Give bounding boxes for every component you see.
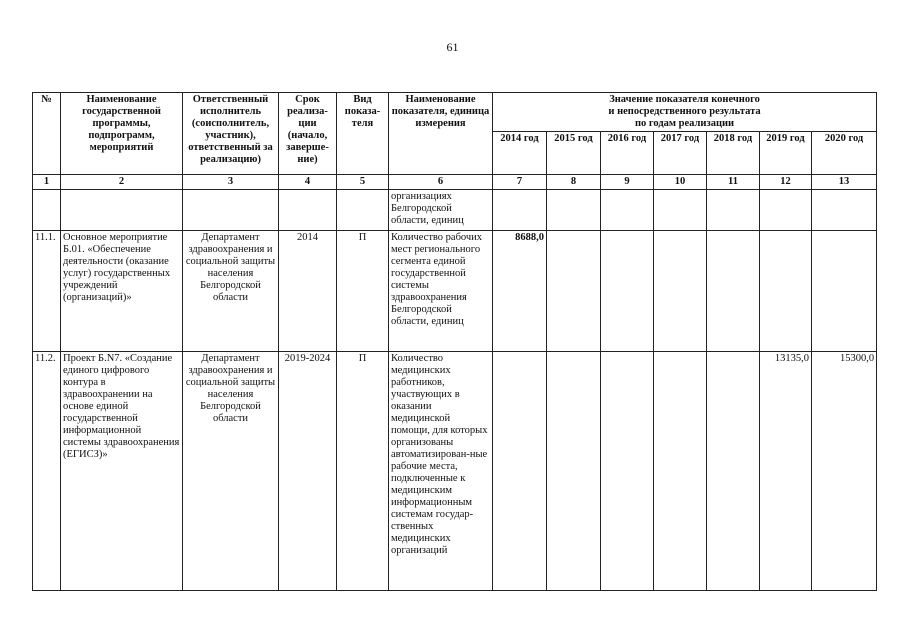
row-value (812, 190, 877, 231)
column-number: 7 (493, 175, 547, 190)
column-number: 9 (601, 175, 654, 190)
row-term (279, 190, 337, 231)
page-number: 61 (446, 40, 459, 54)
header-year: 2019 год (760, 132, 812, 175)
row-value (547, 190, 601, 231)
row-value: 15300,0 (812, 352, 877, 591)
row-value (654, 231, 707, 352)
header-year: 2020 год (812, 132, 877, 175)
header-row (33, 93, 877, 132)
row-value: 13135,0 (760, 352, 812, 591)
row-value (707, 352, 760, 591)
row-type (337, 190, 389, 231)
column-number: 12 (760, 175, 812, 190)
column-number: 2 (61, 175, 183, 190)
column-number: 13 (812, 175, 877, 190)
header-type: Вид показа-теля (337, 93, 389, 175)
header-term: Срок реализа-ции (начало, заверше-ние) (279, 93, 337, 175)
header-year: 2016 год (601, 132, 654, 175)
row-value (547, 352, 601, 591)
row-no: 11.1. (33, 231, 61, 352)
header-year: 2018 год (707, 132, 760, 175)
row-value (654, 352, 707, 591)
row-no (33, 190, 61, 231)
row-value (707, 231, 760, 352)
row-value (601, 231, 654, 352)
row-program: Основное мероприятие Б.01. «Обеспечение деятельности (оказание услуг) государственных учреждений (организаций)» (61, 231, 183, 352)
row-value (547, 231, 601, 352)
row-executor: Департамент здравоохранения и социальной защиты населения Белгородской области (183, 231, 279, 352)
row-term: 2014 (279, 231, 337, 352)
row-executor (183, 190, 279, 231)
row-indicator: организациях Белгородской области, единиц (389, 190, 493, 231)
row-value (654, 190, 707, 231)
header-executor: Ответственный исполнитель (соисполнитель, участник), ответственный за реализацию) (183, 93, 279, 175)
column-number: 11 (707, 175, 760, 190)
table-row (33, 231, 877, 352)
row-value (601, 352, 654, 591)
column-number: 6 (389, 175, 493, 190)
column-number: 1 (33, 175, 61, 190)
row-indicator: Количество рабочих мест регионального сегмента единой государственной системы здравоохранения Белгородской области, единиц (389, 231, 493, 352)
row-executor: Департамент здравоохранения и социальной защиты населения Белгородской области (183, 352, 279, 591)
column-number: 8 (547, 175, 601, 190)
row-value (812, 231, 877, 352)
row-value (601, 190, 654, 231)
column-number: 10 (654, 175, 707, 190)
table-row (33, 190, 877, 231)
row-value (493, 190, 547, 231)
row-program: Проект Б.N7. «Создание единого цифрового контура в здравоохранении на основе единой государственной информационной системы здравоохранения (ЕГИСЗ)» (61, 352, 183, 591)
row-program (61, 190, 183, 231)
indicators-table (32, 92, 877, 591)
row-value (493, 352, 547, 591)
header-values-group: Значение показателя конечного и непосредственного результата по годам реализации (493, 93, 877, 132)
row-no: 11.2. (33, 352, 61, 591)
header-year: 2014 год (493, 132, 547, 175)
row-value (760, 231, 812, 352)
header-no: № (33, 93, 61, 175)
column-number: 5 (337, 175, 389, 190)
column-number: 4 (279, 175, 337, 190)
column-numbers-row (33, 175, 877, 190)
row-type: П (337, 352, 389, 591)
row-value (707, 190, 760, 231)
header-year: 2017 год (654, 132, 707, 175)
row-value (760, 190, 812, 231)
header-program: Наименование государственной программы, подпрограмм, мероприятий (61, 93, 183, 175)
table-row (33, 352, 877, 591)
row-term: 2019-2024 (279, 352, 337, 591)
row-type: П (337, 231, 389, 352)
column-number: 3 (183, 175, 279, 190)
row-value: 8688,0 (493, 231, 547, 352)
header-indicator: Наименование показателя, единица измерения (389, 93, 493, 175)
header-year: 2015 год (547, 132, 601, 175)
row-indicator: Количество медицинских работников, участвующих в оказании медицинской помощи, для которых организованы автоматизирован-ные рабочие места, подключенные к медицинским информационным системам государ-ственных медицинских организаций (389, 352, 493, 591)
